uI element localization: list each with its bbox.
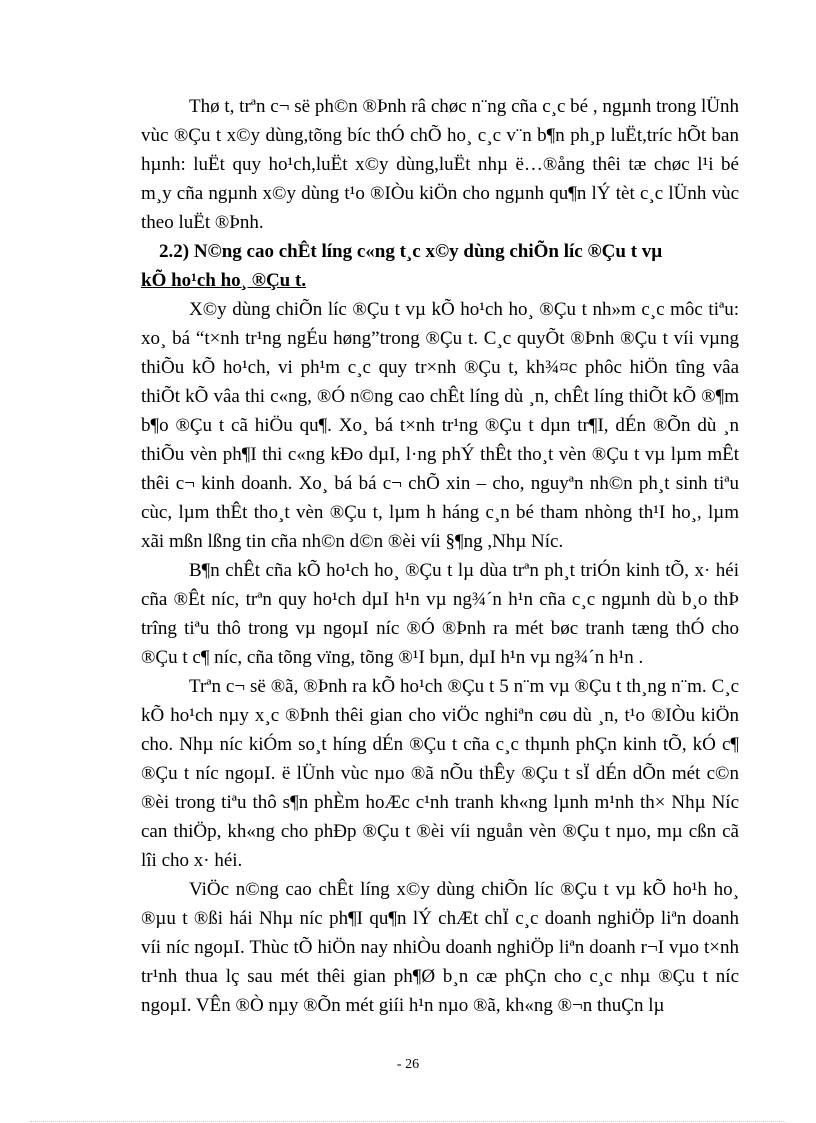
page-body [141, 92, 739, 1020]
section-heading-line-1: 2.2) N©ng cao chÊt líng c«ng t¸c x©y dùng chiÕn líc ®Çu t vµ [159, 241, 663, 262]
section-heading-line-2: kÕ ho¹ch ho¸ ®Çu t. [141, 270, 307, 291]
page-number: - 26 [396, 1057, 420, 1072]
page-bottom-divider [30, 1121, 786, 1122]
section-heading [141, 237, 739, 295]
paragraph-5: ViÖc n©ng cao chÊt líng x©y dùng chiÕn líc ®Çu t vµ kÕ ho¹h ho¸ ®µu t ®ßi hái Nhµ níc ph¶I qu¶n lÝ chÆt chÏ c¸c doanh nghiÖp liªn doanh víi níc ngoµI. Thùc tÕ hiÖn nay nhiÒu doanh nghiÖp liªn doanh r¬I vµo t×nh tr¹nh thua lç sau mét thêi gian ph¶Ø b¸n cæ phÇn cho c¸c nhµ ®Çu t níc ngoµI. VÊn ®Ò nµy ®Õn mét giíi h¹n nµo ®ã, kh«ng ®¬n thuÇn lµ [141, 879, 739, 1016]
paragraph-2: X©y dùng chiÕn líc ®Çu t vµ kÕ ho¹ch ho¸ ®Çu t nh»m c¸c môc tiªu: xo¸ bá “t×nh tr¹ng ngÉu høng”trong ®Çu t. C¸c quyÕt ®Þnh ®Çu t víi vµng thiÕu kÕ ho¹ch, vi ph¹m c¸c quy tr×nh ®Çu t, kh¾¤c phôc hiÖn tîng vâa thiÕt kÕ vâa thi c«ng, ®Ó n©ng cao chÊt líng dù ¸n, chÊt líng thiÕt kÕ ®¶m b¶o ®Çu t cã hiÖu qu¶. Xo¸ bá t×nh tr¹ng ®Çu t dµn tr¶I, dÉn ®Õn dù ¸n thiÕu vèn ph¶I thi c«ng kÐo dµI, l·ng phÝ thÊt tho¸t vèn ®Çu t vµ lµm mÊt thêi c¬ kinh doanh. Xo¸ bá bá c¬ chÕ xin – cho, nguyªn nh©n ph¸t sinh tiªu cùc, lµm thÊt tho¸t vèn ®Çu t, lµm h háng c¸n bé tham nhòng th¹I ho¸, lµm xãi mßn lßng tin cña nh©n d©n ®èi víi §¶ng ,Nhµ Níc. [141, 299, 739, 552]
paragraph-1: Thø t, trªn c¬ së ph©n ®Þnh râ chøc n¨ng cña c¸c bé , ngµnh trong lÜnh vùc ®Çu t x©y dùng,tõng bíc thÓ chÕ ho¸ c¸c v¨n b¶n ph¸p luËt,tríc hÕt ban hµnh: luËt quy ho¹ch,luËt x©y dùng,luËt nhµ ë…®ång thêi tæ chøc l¹i bé m¸y cña ngµnh x©y dùng t¹o ®IÒu kiÖn cho ngµnh qu¶n lÝ tèt c¸c lÜnh vùc theo luËt ®Þnh. [141, 96, 739, 233]
paragraph-4: Trªn c¬ së ®ã, ®Þnh ra kÕ ho¹ch ®Çu t 5 n¨m vµ ®Çu t th¸ng n¨m. C¸c kÕ ho¹ch nµy x¸c ®Þnh thêi gian cho viÖc nghiªn cøu dù ¸n, t¹o ®IÒu kiÖn cho. Nhµ níc kiÓm so¸t híng dÉn ®Çu t cña c¸c thµnh phÇn kinh tÕ, kÓ c¶ ®Çu t níc ngoµI. ë lÜnh vùc nµo ®ã nÕu thÊy ®Çu t sÏ dÉn dÕn mét c©n ®èi trong tiªu thô s¶n phÈm hoÆc c¹nh tranh kh«ng lµnh m¹nh th× Nhµ Níc can thiÖp, kh«ng cho phÐp ®Çu t ®èi víi nguån vèn ®Çu t nµo, mµ cßn cã lîi cho x· héi. [141, 676, 739, 871]
paragraph-3: B¶n chÊt cña kÕ ho¹ch ho¸ ®Çu t lµ dùa trªn ph¸t triÓn kinh tÕ, x· héi cña ®Êt níc, trªn quy ho¹ch dµI h¹n vµ ng¾´n h¹n cña c¸c ngµnh dù b¸o thÞ trîng tiªu thô trong vµ ngoµI níc ®Ó ®Þnh ra mét bøc tranh tæng thÓ cho ®Çu t c¶ níc, cña tõng vïng, tõng ®¹I bµn, dµI h¹n vµ ng¾´n h¹n . [141, 560, 739, 668]
